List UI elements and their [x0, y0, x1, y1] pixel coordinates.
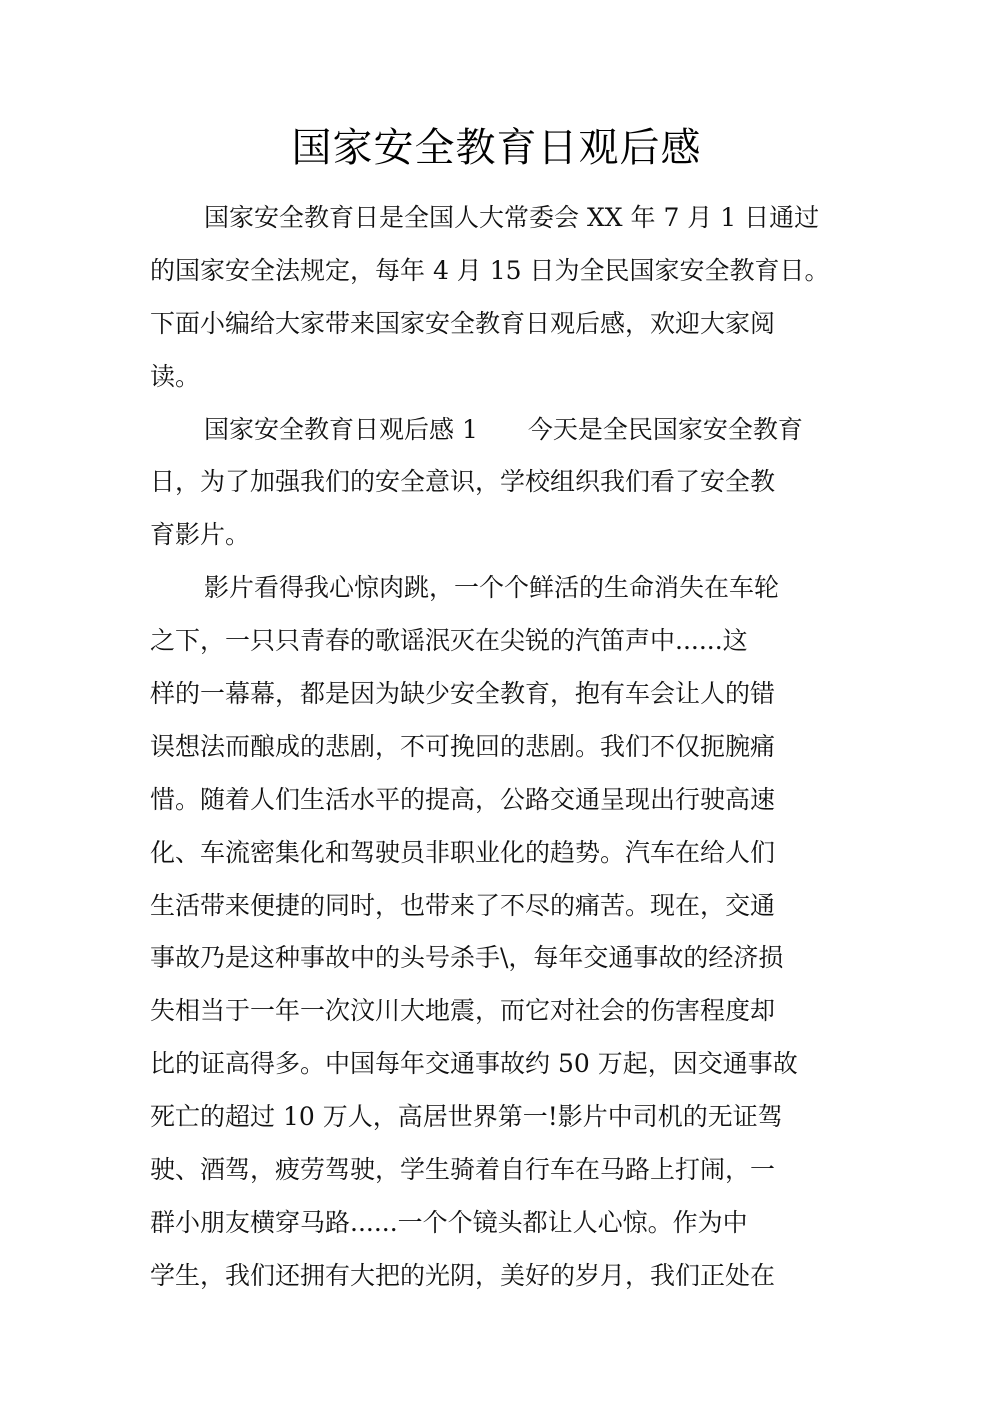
text-line: 的国家安全法规定，每年 4 月 15 日为全民国家安全教育日。 [150, 255, 830, 285]
text-line: 影片看得我心惊肉跳，一个个鲜活的生命消失在车轮 [204, 573, 780, 603]
text-line: 群小朋友横穿马路......一个个镜头都让人心惊。作为中 [150, 1207, 748, 1237]
text-line: 死亡的超过 10 万人，高居世界第一!影片中司机的无证驾 [150, 1102, 783, 1132]
text-line: 国家安全教育日是全国人大常委会 XX 年 7 月 1 日通过 [204, 203, 820, 232]
text-line: 生活带来便捷的同时，也带来了不尽的痛苦。现在，交通 [150, 890, 776, 920]
text-line: 驶、酒驾，疲劳驾驶，学生骑着自行车在马路上打闹，一 [150, 1155, 776, 1185]
text-line: 误想法而酿成的悲剧，不可挽回的悲剧。我们不仅扼腕痛 [150, 731, 776, 761]
text-line: 下面小编给大家带来国家安全教育日观后感，欢迎大家阅 [150, 308, 776, 338]
text-line: 化、车流密集化和驾驶员非职业化的趋势。汽车在给人们 [150, 837, 776, 867]
text-line: 惜。随着人们生活水平的提高，公路交通呈现出行驶高速 [150, 784, 776, 814]
text-line: 比的证高得多。中国每年交通事故约 50 万起，因交通事故 [150, 1049, 798, 1079]
document-title: 国家安全教育日观后感 [291, 125, 702, 171]
text-line: 读。 [150, 361, 201, 391]
text-line: 样的一幕幕，都是因为缺少安全教育，抱有车会让人的错 [150, 679, 776, 709]
text-line: 日，为了加强我们的安全意识，学校组织我们看了安全教 [150, 467, 776, 497]
text-line: 事故乃是这种事故中的头号杀手\，每年交通事故的经济损 [150, 943, 784, 973]
text-line: 育影片。 [150, 520, 251, 550]
text-line: 学生，我们还拥有大把的光阴，美好的岁月，我们正处在 [150, 1260, 776, 1290]
text-line: 之下，一只只青春的歌谣泯灭在尖锐的汽笛声中......这 [150, 626, 748, 656]
document-body [150, 192, 850, 1303]
text-line: 失相当于一年一次汶川大地震，而它对社会的伤害程度却 [150, 996, 776, 1026]
text-line: 国家安全教育日观后感 1 今天是全民国家安全教育 [204, 414, 803, 444]
